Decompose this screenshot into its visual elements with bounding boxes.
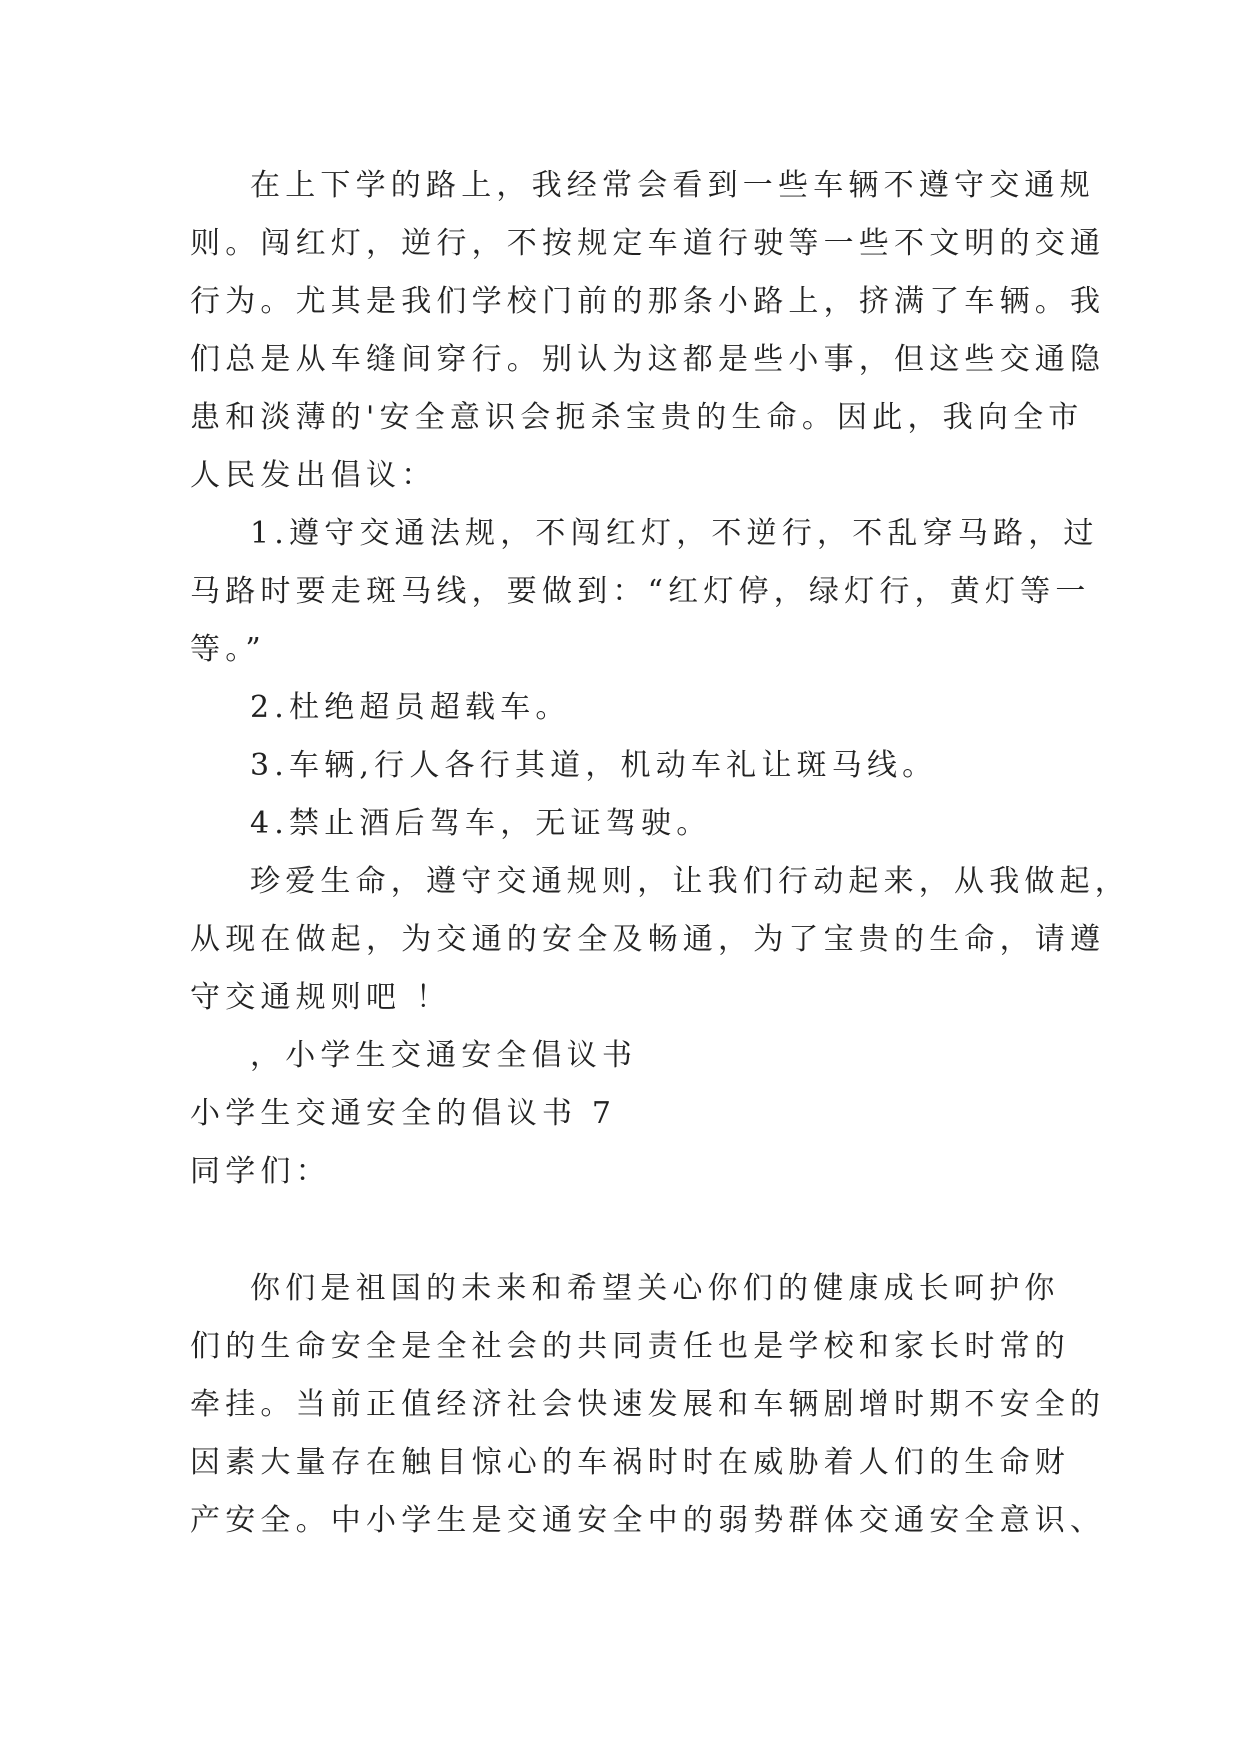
paragraph-line: 产安全。中小学生是交通安全中的弱势群体交通安全意识、 [190,1503,1106,1538]
paragraph-line: 人民发出倡议： [190,458,437,493]
list-item-line: 2.杜绝超员超载车。 [250,690,571,725]
paragraph-line: 牵挂。当前正值经济社会快速发展和车辆剧增时期不安全的 [190,1387,1106,1422]
paragraph-line: 守交通规则吧 ！ [190,980,452,1015]
paragraph-line: 珍爱生命，遵守交通规则，让我们行动起来，从我做起， [250,864,1130,899]
paragraph-line: 患和淡薄的'安全意识会扼杀宝贵的生命。因此，我向全市 [190,400,1084,435]
paragraph-line: 在上下学的路上，我经常会看到一些车辆不遵守交通规 [250,168,1095,203]
paragraph-line: 因素大量存在触目惊心的车祸时时在威胁着人们的生命财 [190,1445,1070,1480]
paragraph-line: 从现在做起，为交通的安全及畅通，为了宝贵的生命，请遵 [190,922,1106,957]
list-item-line: 3.车辆,行人各行其道，机动车礼让斑马线。 [250,748,938,783]
paragraph-line: 们总是从车缝间穿行。别认为这都是些小事，但这些交通隐 [190,342,1106,377]
paragraph-line: 们的生命安全是全社会的共同责任也是学校和家长时常的 [190,1329,1070,1364]
paragraph-line: 行为。尤其是我们学校门前的那条小路上，挤满了车辆。我 [190,284,1106,319]
list-item-line: 4.禁止酒后驾车，无证驾驶。 [250,806,712,841]
list-item-line: 等。” [190,632,266,667]
list-item-line: 马路时要走斑马线，要做到：“红灯停，绿灯行，黄灯等一 [190,574,1091,609]
heading-line: 小学生交通安全的倡议书 7 [190,1096,617,1131]
list-item-line: 1.遵守交通法规，不闯红灯，不逆行，不乱穿马路，过 [250,516,1099,551]
paragraph-line: 你们是祖国的未来和希望关心你们的健康成长呵护你 [250,1271,1060,1306]
section-title-line: ，小学生交通安全倡议书 [250,1038,638,1073]
paragraph-line: 则。闯红灯，逆行，不按规定车道行驶等一些不文明的交通 [190,226,1106,261]
salutation-line: 同学们： [190,1154,331,1189]
